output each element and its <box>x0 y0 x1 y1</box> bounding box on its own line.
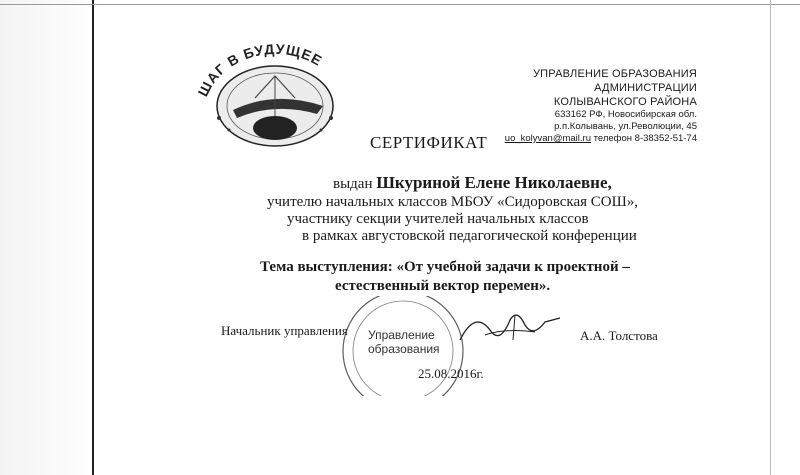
org-line-1: УПРАВЛЕНИЕ ОБРАЗОВАНИЯ <box>532 68 697 80</box>
signatory-position: Начальник управления <box>221 323 348 338</box>
scan-edge-line-top <box>0 4 800 5</box>
topic-line-2: естественный вектор перемен». <box>335 278 551 294</box>
issue-date: 25.08.2016г. <box>418 366 484 381</box>
recipient-line <box>333 173 612 193</box>
scan-edge-line-left <box>92 0 94 475</box>
org-email-link[interactable]: uo_kolyvan@mail.ru <box>504 133 591 144</box>
stamp-text: Управление образования <box>368 328 440 357</box>
conference-line: в рамках августовской педагогической конференции <box>302 228 637 244</box>
certificate-title: СЕРТИФИКАТ <box>370 133 488 152</box>
recipient-role: участнику секции учителей начальных классов <box>287 211 589 227</box>
topic-line-1: Тема выступления: «От учебной задачи к проектной – <box>260 259 630 275</box>
logo-text: ШАГ В БУДУЩЕЕ <box>194 40 326 99</box>
signatory-name: А.А. Толстова <box>580 328 658 343</box>
org-phone: телефон 8-38352-51-74 <box>593 133 697 144</box>
organization-header <box>500 68 697 145</box>
org-line-3: КОЛЫВАНСКОГО РАЙОНА <box>553 95 697 108</box>
handwritten-signature <box>455 300 565 360</box>
scan-edge-line-right <box>770 0 771 475</box>
org-address-1: 633162 РФ, Новосибирская обл. <box>554 109 697 121</box>
shag-v-budushchee-logo <box>185 18 365 148</box>
org-address-2: р.п.Колывань, ул.Революции, 45 <box>554 121 697 133</box>
recipient-name: Шкуриной Елене Николаевне, <box>376 173 612 192</box>
org-contacts <box>500 133 697 145</box>
issued-prefix: выдан <box>333 176 373 192</box>
recipient-position: учителю начальных классов МБОУ «Сидоровская СОШ», <box>267 194 639 210</box>
org-line-2: АДМИНИСТРАЦИИ <box>594 81 697 94</box>
